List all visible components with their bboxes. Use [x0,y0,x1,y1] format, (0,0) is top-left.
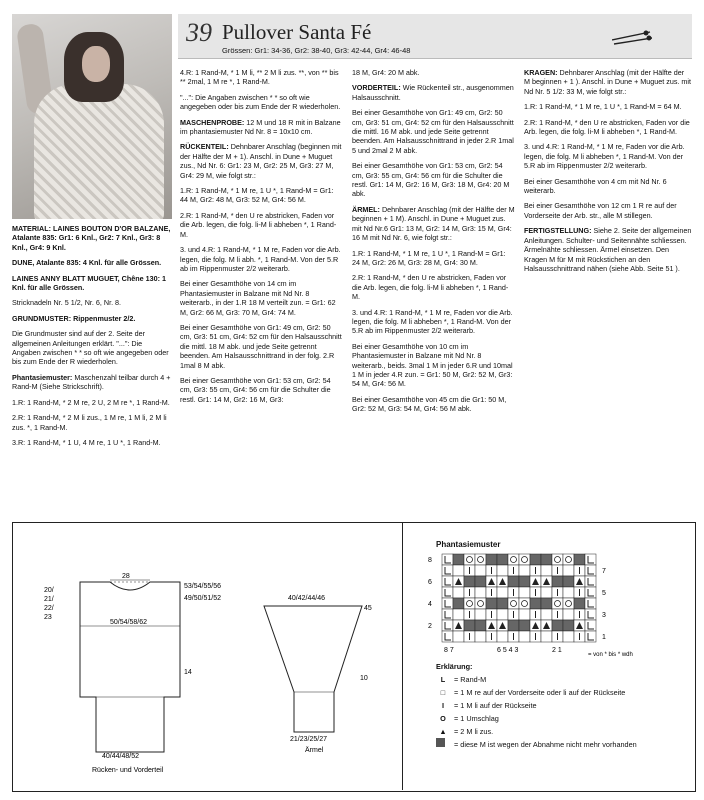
repeat-note: = von * bis * wdh [588,652,633,658]
chart-cell [552,554,563,565]
column-4 [524,68,692,279]
sleeve-caption: Ärmel [305,747,324,754]
row-3: 3.R: 1 Rand-M, * 1 U, 4 M re, 1 U *, 1 Rand-M. [12,437,161,447]
row-4: 4.R: 1 Rand-M, * 1 M li, ** 2 M li zus. **, von ** bis ** 2mal, 1 M re *, 1 Rand-M. [180,68,339,87]
body-top-label: 28 [122,573,130,580]
chart-cell [519,587,530,598]
row-number-right: 3 [602,612,606,619]
photo-face [82,46,110,82]
chart-cell [497,565,508,576]
no-stitch-cell [541,554,552,565]
phantasie-heading: Phantasiemuster: [12,372,73,382]
ruckenteil-r2: 2.R: 1 Rand-M, * den U re abstricken, Faden vor die Arb. legen, die folg. li-M li abheben *, 1 Rand-M. [180,210,337,239]
sizes-line: Grössen: Gr1: 34-36, Gr2: 38-40, Gr3: 42-44, Gr4: 46-48 [222,46,411,55]
body-right-label-1: 53/54/55/56 [184,583,221,590]
chart-cell [453,631,464,642]
photo-sweater [34,84,164,219]
kragen-heading: KRAGEN: [524,68,558,77]
anny-text: LAINES ANNY BLATT MUGUET, Chêne 130: 1 Knl. für alle Grössen. [12,273,167,293]
yarn-over-icon: O [440,714,446,723]
chart-cell [508,554,519,565]
chart-cell [453,565,464,576]
kragen-12cm: Bei einer Gesamthöhe von 12 cm 1 R re auf der Vorderseite der Arb. str., alle M stillegen. [524,201,677,220]
chart-cell [519,598,530,609]
ruckenteil-49cm: Bei einer Gesamthöhe von Gr1: 49 cm, Gr2: 50 cm, Gr3: 51 cm, Gr4: 52 cm für den Halsausschnitt die mittl. 18 M abk. und jede Seite getrennt beenden. Am Halsausschnittrand in der folg. 2.R 1mal 8 M abk. [180,322,342,370]
chart-cell [519,631,530,642]
title-bar [178,14,692,59]
chart-cell [475,587,486,598]
pattern-title: Pullover Santa Fé [222,20,372,44]
row-number-right: 1 [602,634,606,641]
armel-r1: 1.R: 1 Rand-M, * 1 M re, 1 U *, 1 Rand-M = Gr1: 24 M, Gr2: 26 M, Gr3: 28 M, Gr4: 30 M. [352,248,506,267]
armel-10cm: Bei einer Gesamthöhe von 10 cm im Phantasiemuster in Balzane mit Nd Nr. 8 weiterarb., beids. 3mal 1 M in jeder 6.R und 10mal 1 M in jeder 4.R zun. = Gr1: 50 M, Gr2: 52 M, Gr3: 54 M, Gr4: 56 M. [352,341,513,389]
purl-bar-icon: I [441,701,445,710]
repeat-note: "...": Die Angaben zwischen * * so oft wie angegeben oder bis zum Ende der R wiederholen. [180,92,341,112]
material-text: MATERIAL: LAINES BOUTON D'OR BALZANE, Atalante 835: Gr1: 6 Knl., Gr2: 7 Knl., Gr3: 8 Knl., Gr4: 9 Knl. [12,224,171,252]
legend-text: = Rand-M [454,675,487,684]
kragen-4cm: Bei einer Gesamthöhe von 4 cm mit Nd Nr. 6 weiterarb. [524,176,667,196]
row-number-left: 6 [428,579,432,586]
chart-cell [508,598,519,609]
kragen-r34: 3. und 4.R: 1 Rand-M, * 1 M re, Faden vor die Arb. legen, die folg. M li abheben *, 1 Rand-M. Von der 5.R ab im Rippenmuster 2/2 weiterarb. [524,142,685,171]
col3-continuation: 18 M, Gr4: 20 M abk. [352,68,420,77]
dune-text: DUNE, Atalante 835: 4 Knl. für alle Grössen. [12,258,162,268]
no-stitch-cell [486,554,497,565]
vorderteil-49cm: Bei einer Gesamthöhe von Gr1: 49 cm, Gr2: 50 cm, Gr3: 51 cm, Gr4: 52 cm für den Halsausschnitt die mittl. 16 M abk. und jede Seite getrennt beenden. Am Halsausschnittrand in jeder 2.R 1mal 5 und 2mal 2 M abk. [352,108,514,155]
legend-row [436,699,637,712]
no-stitch-cell [530,554,541,565]
row-2: 2.R: 1 Rand-M, * 2 M li zus., 1 M re, 1 M li, 2 M li zus. *, 1 Rand-M. [12,413,167,432]
body-width-label: 50/54/58/62 [110,619,147,626]
pattern-title: Phantasiemuster [436,540,501,549]
legend-row [436,686,637,699]
chart-cell [541,609,552,620]
no-stitch-cell [563,576,574,587]
phantasie-text: Maschenzahl teilbar durch 4 + Rand-M (Siehe Strickschrift). [12,372,171,392]
body-rib-label: 14 [184,669,192,676]
vorderteil-53cm: Bei einer Gesamthöhe von Gr1: 53 cm, Gr2: 54 cm, Gr3: 55 cm, Gr4: 56 cm für die Schulter die restl. Gr1: 14 M, Gr2: 16 M, Gr3: 18 M, Gr4: 20 M abk. [352,161,510,199]
column-3 [352,68,515,420]
no-stitch-cell [541,598,552,609]
row-1: 1.R: 1 Rand-M, * 2 M re, 2 U, 2 M re *, 1 Rand-M. [12,397,170,407]
sleeve-height-label: 45 [364,605,372,612]
chart-cell [541,565,552,576]
kragen-r1: 1.R: 1 Rand-M, * 1 M re, 1 U *, 1 Rand-M = 64 M. [524,102,682,112]
ruckenteil-53cm: Bei einer Gesamthöhe von Gr1: 53 cm, Gr2: 54 cm, Gr3: 55 cm, Gr4: 56 cm für die Schulter die restl. Gr1: 14 M, Gr2: 16 M, Gr3: [180,375,331,404]
no-stitch-cell [552,620,563,631]
legend-text: = 1 Umschlag [454,714,499,723]
sleeve-top-label: 40/42/44/46 [288,595,325,602]
model-photo [12,14,172,219]
sleeve-outline [264,606,362,732]
chart-cell [475,609,486,620]
maschenprobe-text: 12 M und 18 R mit in Balzane im phantasiemuster Nd Nr. 8 = 10x10 cm. [180,117,341,137]
no-stitch-cell [530,598,541,609]
body-left-label-4: 23 [44,614,52,621]
no-stitch-cell [574,554,585,565]
chart-cell [563,587,574,598]
needles-text: Stricknadeln Nr. 5 1/2, Nr. 6, Nr. 8. [12,298,122,308]
no-stitch-cell [453,598,464,609]
chart-cell [497,609,508,620]
body-right-label-2: 49/50/51/52 [184,595,221,602]
ruckenteil-text: Dehnbarer Anschlag (beginnen mit der Hälfte der M + 1). Anschl. in Dune + Muguet zus., Nd Nr. 6: Gr1: 23 M, Gr2: 25 M, Gr3: 27 M, Gr4: 29 M, wie folgt str.: [180,142,342,180]
body-left-label-1: 20/ [44,587,54,594]
col-numbers-right: 2 1 [552,647,562,654]
no-stitch-cell [508,576,519,587]
chart-cell [453,587,464,598]
sleeve-bottom-label: 21/23/25/27 [290,736,327,743]
ruckenteil-r34: 3. und 4.R: 1 Rand-M, * 1 M re, Faden vor die Arb. legen, die folg. M li abh. *, 1 Rand-M. Von der 5.R ab im Rippenmuster 2/2 weiterarb. [180,245,341,273]
kragen-r2: 2.R: 1 Rand-M, * den U re abstricken, Faden vor die Arb. legen, die folg. li-M li abheben *, 1 Rand-M. [524,117,690,137]
legend-title: Erklärung: [436,662,473,671]
no-stitch-cell [475,620,486,631]
chart-cell [475,554,486,565]
schematic-drawings [12,522,402,790]
row-number-left: 8 [428,557,432,564]
legend-row [436,712,637,725]
pattern-number: 39 [186,18,212,47]
chart-cell [519,565,530,576]
kragen-text: Dehnbarer Anschlag (mit der Hälfte der M beginnen + 1 ). Anschl. in Dune + Muguet zus. mit Nd Nr. 5 1/2: 33 M, wie folgt str.: [524,68,691,96]
sleeve-rib-label: 10 [360,675,368,682]
chart-cell [453,609,464,620]
row-number-right: 7 [602,568,606,575]
chart-cell [464,554,475,565]
row-number-left: 2 [428,623,432,630]
armel-45cm: Bei einer Gesamthöhe von 45 cm die Gr1: 50 M, Gr2: 52 M, Gr3: 54 M, Gr4: 56 M abk. [352,394,507,414]
body-caption: Rücken- und Vorderteil [92,767,164,774]
chart-cell [475,631,486,642]
chart-cell [563,609,574,620]
chart-cell [497,631,508,642]
vorderteil-heading: VORDERTEIL: [352,83,401,93]
armel-r2: 2.R: 1 Rand-M, * den U re abstricken, Faden vor die Arb. legen, die folg. li-M li abheben *, 1 Rand-M. [352,273,509,302]
vorderteil-text: Wie Rückenteil str., ausgenommen Halsausschnitt. [352,83,514,102]
chart-cell [475,598,486,609]
left-column [12,224,172,453]
grundmuster-heading: GRUNDMUSTER: Rippenmuster 2/2. [12,313,136,323]
no-stitch-cell [475,576,486,587]
pattern-chart [420,550,690,660]
row-number-left: 4 [428,601,432,608]
maschenprobe-heading: MASCHENPROBE: [180,117,245,127]
no-stitch-cell [519,620,530,631]
legend-row [436,673,637,686]
chart-cell [541,631,552,642]
chart-cell [519,609,530,620]
no-stitch-cell [563,620,574,631]
col-numbers-mid: 6 5 4 3 [497,647,519,654]
chart-cell [563,631,574,642]
body-left-label-2: 21/ [44,596,54,603]
fertigstellung-text: Siehe 2. Seite der allgemeinen Anleitungen. Schulter- und Seitennähte schliessen. Ärmelnähte schliessen. Ärmel einsetzen. Den Kragen M für M mit Rückstichen an den Halsausschnittrand nähen (siehe Abb. Seite 51 ). [524,226,692,273]
chart-cell [563,554,574,565]
knit-square-icon: □ [440,688,446,697]
col-numbers-left: 8 7 [444,647,454,654]
no-stitch-cell [453,554,464,565]
no-stitch-cell [486,598,497,609]
decrease-triangle-icon: ▲ [439,727,447,736]
chart-cell [563,565,574,576]
schematic-divider [402,522,403,790]
legend-text: = diese M ist wegen der Abnahme nicht mehr vorhanden [454,740,637,749]
armel-text: Dehnbarer Anschlag (mit der Hälfte der M beginnen + 1 M). Anschl. in Dune + Muguet zus. mit Nd Nr.6 Gr1: 13 M, Gr2: 14 M, Gr3: 15 M, Gr4: 16 M mit Nd Nr. 6, wie folgt str.: [352,204,515,243]
legend-text: = 1 M li auf der Rückseite [454,701,537,710]
ruckenteil-r1: 1.R: 1 Rand-M, * 1 M re, 1 U *, 1 Rand-M = Gr1: 44 M, Gr2: 48 M, Gr3: 52 M, Gr4: 56 M. [180,186,334,205]
no-stitch-cell [508,620,519,631]
chart-cell [475,565,486,576]
ruckenteil-heading: RÜCKENTEIL: [180,142,229,152]
chart-cell [497,587,508,598]
chart-cell [552,598,563,609]
no-stitch-cell [497,598,508,609]
legend-text: = 2 M li zus. [454,727,494,736]
no-stitch-cell [574,598,585,609]
ruckenteil-14cm: Bei einer Gesamthöhe von 14 cm im Phantasiemuster in Balzane mit Nd Nr. 8 weiterarb., in der 1.R 18 M verteilt zun. = Gr1: 62 M, Gr2: 66 M, Gr3: 70 M, Gr4: 74 M. [180,279,336,317]
legend-text: = 1 M re auf der Vorderseite oder li auf der Rückseite [454,688,626,697]
chart-cell [541,587,552,598]
row-number-right: 5 [602,590,606,597]
body-left-label-3: 22/ [44,605,54,612]
no-stitch-cell [497,554,508,565]
armel-r34: 3. und 4.R: 1 Rand-M, * 1 M re, Faden vor die Arb. legen, die folg. M li abheben *, 1 Rand-M. Von der 5.R ab im Rippenmuster 2/2 weiterarb. [352,307,513,336]
no-stitch-box-icon [436,738,450,751]
armel-heading: ÄRMEL: [352,204,380,214]
body-outline [80,582,180,752]
fertigstellung-heading: FERTIGSTELLUNG: [524,226,592,236]
no-stitch-cell [552,576,563,587]
chart-cell [519,554,530,565]
chart-cell [563,598,574,609]
legend-row [436,725,637,738]
no-stitch-cell [464,620,475,631]
no-stitch-cell [464,576,475,587]
edge-stitch-icon: L [440,675,446,684]
column-2 [180,68,343,410]
legend-row [436,738,637,751]
knitting-needles-icon [612,28,652,48]
chart-cell [464,598,475,609]
no-stitch-cell [519,576,530,587]
legend [436,660,637,751]
body-bottom-label: 40/44/48/52 [102,753,139,760]
grundmuster-text: Die Grundmuster sind auf der 2. Seite der allgemeinen Anleitungen erklärt. "...": Die Angaben zwischen * * so oft wie angegeben oder bis zum Ende der R wiederholen. [12,329,169,367]
